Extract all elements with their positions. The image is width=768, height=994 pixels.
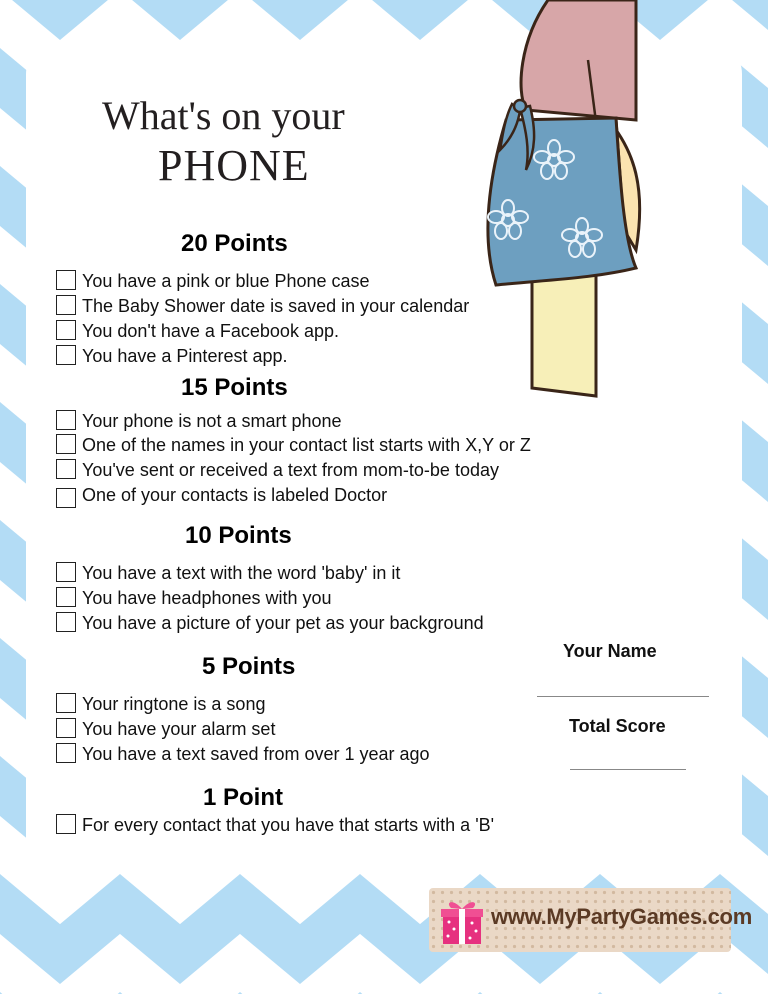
your-name-line[interactable]: [537, 696, 709, 697]
section-heading: 10 Points: [185, 522, 292, 549]
checkbox[interactable]: [56, 743, 76, 763]
checkbox[interactable]: [56, 612, 76, 632]
checkbox[interactable]: [56, 693, 76, 713]
section-heading: 1 Point: [203, 784, 284, 811]
pregnant-woman-illustration: [486, 0, 666, 400]
checkbox[interactable]: [56, 320, 76, 340]
checkbox[interactable]: [56, 814, 76, 834]
checkbox[interactable]: [56, 718, 76, 738]
section-heading: 5 Points: [202, 653, 296, 680]
section-heading: 15 Points: [181, 374, 288, 401]
checkbox[interactable]: [56, 488, 76, 508]
total-score-line[interactable]: [570, 769, 686, 770]
checkbox[interactable]: [56, 587, 76, 607]
checkbox[interactable]: [56, 562, 76, 582]
gift-icon: [439, 896, 485, 946]
checkbox[interactable]: [56, 345, 76, 365]
website-logo[interactable]: [429, 888, 752, 952]
checkbox[interactable]: [56, 410, 76, 430]
title-line-2: PHONE: [158, 141, 310, 190]
checkbox[interactable]: [56, 295, 76, 315]
title-line-1: What's on your: [102, 93, 345, 138]
checkbox[interactable]: [56, 270, 76, 290]
website-text: www.MyPartyGames.com: [491, 904, 752, 929]
total-score-label: Total Score: [569, 716, 666, 736]
checkbox[interactable]: [56, 434, 76, 454]
your-name-label: Your Name: [563, 641, 657, 661]
section-heading: 20 Points: [181, 230, 288, 257]
checkbox[interactable]: [56, 459, 76, 479]
